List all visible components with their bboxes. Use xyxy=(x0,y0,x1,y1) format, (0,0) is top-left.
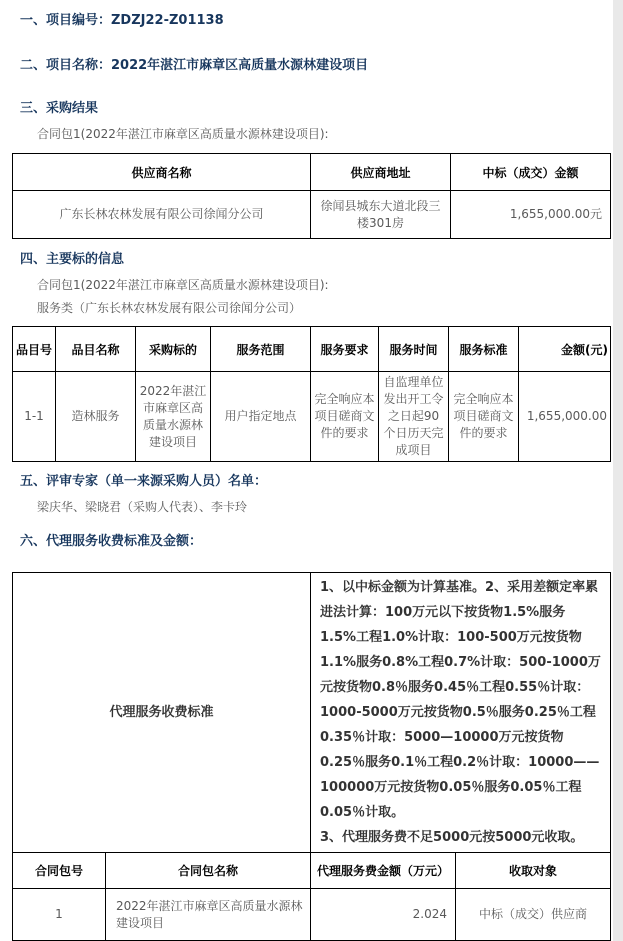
header-package-name: 合同包名称 xyxy=(106,853,311,889)
cell-procurement-target: 2022年湛江市麻章区高质量水源林建设项目 xyxy=(136,372,211,462)
cell-supplier-address: 徐闻县城东大道北段三楼301房 xyxy=(311,191,451,239)
section-heading-project-name: 二、项目名称：2022年湛江市麻章区高质量水源林建设项目 xyxy=(20,58,369,73)
cell-amount-yuan: 1,655,000.00 xyxy=(519,372,611,462)
table-row xyxy=(13,889,611,941)
cell-package-no: 1 xyxy=(13,889,106,941)
header-item-no: 品目号 xyxy=(13,327,56,372)
table-row xyxy=(13,191,611,239)
header-charge-target: 收取对象 xyxy=(456,853,611,889)
cell-item-name: 造林服务 xyxy=(56,372,136,462)
fee-standard-paragraph-2: 3、代理服务费不足5000元按5000元收取。 xyxy=(320,830,584,845)
section-heading-project-number: 一、项目编号：ZDZJ22-Z01138 xyxy=(20,13,224,28)
header-service-time: 服务时间 xyxy=(379,327,449,372)
cell-agency-fee-amount: 2.024 xyxy=(311,889,456,941)
section-heading-experts: 五、评审专家（单一来源采购人员）名单： xyxy=(20,474,268,489)
section-heading-main-bid-info: 四、主要标的信息 xyxy=(20,252,125,267)
agency-fee-table xyxy=(12,572,611,941)
header-agency-fee-amount: 代理服务费金额（万元） xyxy=(311,853,456,889)
fee-standard-row xyxy=(13,573,611,853)
header-service-requirement: 服务要求 xyxy=(311,327,379,372)
header-package-no: 合同包号 xyxy=(13,853,106,889)
cell-service-standard: 完全响应本项目磋商文件的要求 xyxy=(449,372,519,462)
paragraph-package-line-1: 合同包1(2022年湛江市麻章区高质量水源林建设项目): xyxy=(37,127,329,141)
header-supplier-name: 供应商名称 xyxy=(13,154,311,191)
table-header-row xyxy=(13,327,611,372)
cell-charge-target: 中标（成交）供应商 xyxy=(456,889,611,941)
cell-fee-standard-label: 代理服务收费标准 xyxy=(13,573,311,853)
cell-item-no: 1-1 xyxy=(13,372,56,462)
table-header-row xyxy=(13,154,611,191)
header-service-standard: 服务标准 xyxy=(449,327,519,372)
cell-service-requirement: 完全响应本项目磋商文件的要求 xyxy=(311,372,379,462)
cell-fee-standard-text xyxy=(311,573,611,853)
paragraph-package-line-2: 合同包1(2022年湛江市麻章区高质量水源林建设项目): xyxy=(37,278,329,292)
header-procurement-target: 采购标的 xyxy=(136,327,211,372)
header-service-scope: 服务范围 xyxy=(211,327,311,372)
supplier-result-table xyxy=(12,153,611,239)
header-amount-yuan: 金额(元) xyxy=(519,327,611,372)
table-header-row xyxy=(13,853,611,889)
fee-standard-paragraph-1: 1、以中标金额为计算基准。2、采用差额定率累进法计算：100万元以下按货物1.5%服务1.5%工程1.0%计取：100-500万元按货物1.1%服务0.8%工程0.7%计取：500-1000万元按货物0.8％服务0.45％工程0.55％计取：1000-5000万元按货物0.5％服务0.25％工程0.35％计取：5000—10000万元按货物0.25％服务0.1％工程0.2％计取：10000——100000万元按货物0.05％服务0.05％工程0.05％计取。 xyxy=(320,580,601,820)
header-item-name: 品目名称 xyxy=(56,327,136,372)
cell-service-scope: 用户指定地点 xyxy=(211,372,311,462)
section-heading-procurement-result: 三、采购结果 xyxy=(20,101,99,116)
paragraph-expert-names: 梁庆华、梁晓君（采购人代表）、李卡玲 xyxy=(37,500,248,514)
cell-package-name: 2022年湛江市麻章区高质量水源林建设项目 xyxy=(106,889,311,941)
cell-supplier-name: 广东长林农林发展有限公司徐闻分公司 xyxy=(13,191,311,239)
table-row xyxy=(13,372,611,462)
header-supplier-address: 供应商地址 xyxy=(311,154,451,191)
section-heading-agency-fee: 六、代理服务收费标准及金额： xyxy=(20,534,203,549)
paragraph-category-line: 服务类（广东长林农林发展有限公司徐闻分公司） xyxy=(37,301,302,315)
cell-service-time: 自监理单位发出开工令之日起90个日历天完成项目 xyxy=(379,372,449,462)
bid-detail-table xyxy=(12,326,611,462)
header-award-amount: 中标（成交）金额 xyxy=(451,154,611,191)
cell-award-amount: 1,655,000.00元 xyxy=(451,191,611,239)
